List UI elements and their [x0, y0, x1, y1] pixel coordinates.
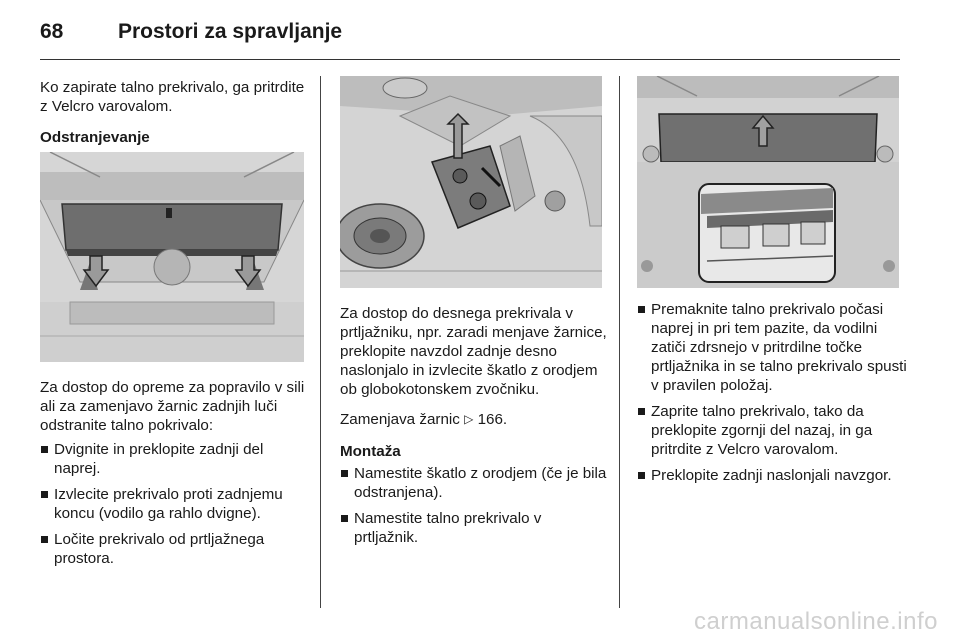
column-divider	[320, 76, 321, 608]
list-item: Namestite škatlo z orodjem (če je bila odstranjena).	[340, 464, 608, 502]
list-item: Dvignite in preklopite zadnji del naprej.	[40, 440, 306, 478]
figure-tool-box	[340, 76, 602, 288]
figure-floor-cover-guides	[637, 76, 899, 288]
installation-steps-continued	[637, 300, 909, 485]
installation-heading: Montaža	[340, 443, 401, 460]
page-ref-icon: ▷	[464, 412, 474, 426]
right-cover-paragraph: Za dostop do desnega prekrivala v prtljažniku, npr. zaradi menjave žarnice, preklopite navzdol zadnje desno naslonjalo in izvlecite škatlo z orodjem ob globokotonskem zvočniku.	[340, 305, 607, 398]
column-1-top	[40, 78, 306, 150]
intro-paragraph: Ko zapirate talno prekrivalo, ga pritrdite z Velcro varovalom.	[40, 79, 305, 115]
list-item: Izvlecite prekrivalo proti zadnjemu koncu (vodilo ga rahlo dvigne).	[40, 485, 306, 523]
column-3-text	[637, 300, 909, 492]
removal-steps	[40, 440, 306, 568]
bulb-ref-label: Zamenjava žarnic	[340, 411, 460, 428]
access-paragraph: Za dostop do opreme za popravilo v sili ali za zamenjavo žarnic zadnjih luči odstranite talno pokrivalo:	[40, 379, 305, 434]
page-number: 68	[40, 20, 64, 43]
bulb-ref-page: 166.	[477, 411, 508, 428]
list-item: Premaknite talno prekrivalo počasi naprej in pri tem pazite, da vodilni zatiči zdrsnejo v pritrdilne točke prtljažnika in se talno prekrivalo spusti v pravilen položaj.	[637, 300, 909, 395]
removal-heading: Odstranjevanje	[40, 129, 150, 146]
watermark: carmanualsonline.info	[694, 608, 938, 635]
header-rule	[40, 59, 900, 60]
column-divider	[619, 76, 620, 608]
bulb-reference	[340, 410, 608, 429]
list-item: Ločite prekrivalo od prtljažnega prostora.	[40, 530, 306, 568]
page-header	[40, 16, 920, 60]
list-item: Namestite talno prekrivalo v prtljažnik.	[340, 509, 608, 547]
installation-steps	[340, 464, 608, 547]
list-item: Preklopite zadnji naslonjali navzgor.	[637, 466, 909, 485]
list-item: Zaprite talno prekrivalo, tako da preklopite zgornji del nazaj, in ga pritrdite z Velcro varovalom.	[637, 402, 909, 459]
column-2-text	[340, 304, 608, 554]
column-1-bottom	[40, 378, 306, 575]
figure-trunk-floor-removal	[40, 152, 304, 362]
page-title: Prostori za spravljanje	[118, 20, 343, 43]
